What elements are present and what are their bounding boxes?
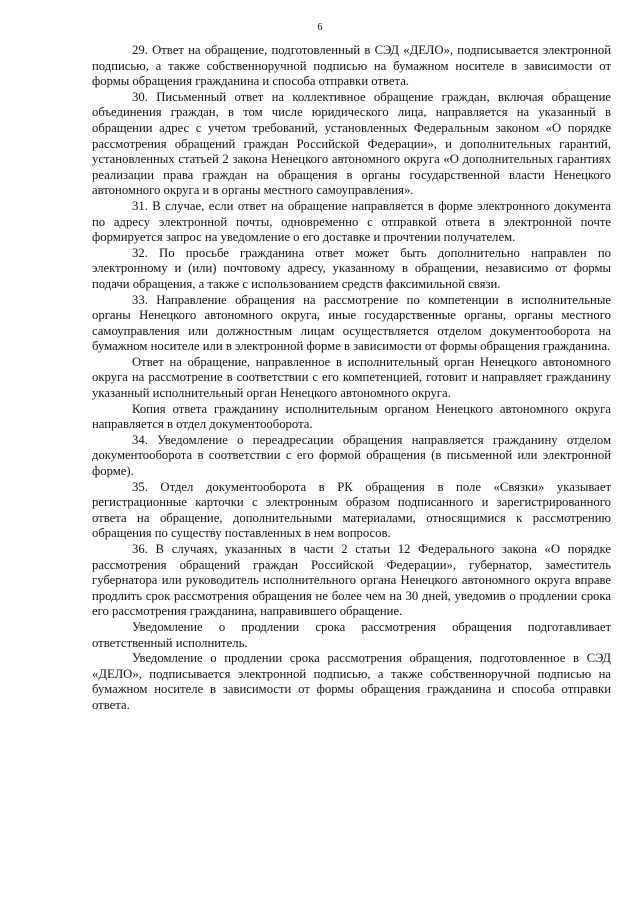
paragraph-34: 34. Уведомление о переадресации обращения направляется гражданину отделом документооборота в соответствии с его формой обращения (в письменной или электронной форме). <box>92 432 611 479</box>
paragraph-36: 36. В случаях, указанных в части 2 статьи 12 Федерального закона «О порядке рассмотрения обращений граждан Российской Федерации», губернатор, заместитель губернатора или руководитель исполнительного органа Ненецкого автономного округа вправе продлить срок рассмотрения обращения не более чем на 30 дней, уведомив о продлении срока его рассмотрения гражданина, направившего обращение. <box>92 542 611 619</box>
paragraph-29: 29. Ответ на обращение, подготовленный в СЭД «ДЕЛО», подписывается электронной подписью, а также собственноручной подписью на бумажном носителе в зависимости от формы обращения гражданина и способа отправки ответа. <box>92 43 611 89</box>
paragraph-32: 32. По просьбе гражданина ответ может быть дополнительно направлен по электронному и (или) почтовому адресу, указанному в обращении, независимо от формы подачи обращения, а также с использованием средств факсимильной связи. <box>92 245 611 291</box>
page-number: 6 <box>317 22 323 33</box>
paragraph-30: 30. Письменный ответ на коллективное обращение граждан, включая обращение объединения граждан, в том числе юридического лица, направляется на указанный в обращении адрес с учетом требований, установленных Федеральным законом «О порядке рассмотрения обращений граждан Российской Федерации», и дополнительных гарантий, установленных статьей 2 закона Ненецкого автономного округа «О дополнительных гарантиях реализации права граждан на обращения в органы государственной власти Ненецкого автономного округа и в органы местного самоуправления». <box>92 89 611 198</box>
paragraph-36-signature: Уведомление о продлении срока рассмотрения обращения, подготовленное в СЭД «ДЕЛО», подписывается электронной подписью, а также собственноручной подписью на бумажном носителе в зависимости от формы обращения гражданина и способа отправки ответа. <box>92 651 611 712</box>
paragraph-31: 31. В случае, если ответ на обращение направляется в форме электронного документа по адресу электронной почты, одновременно с отправкой ответа в электронной почте формируется запрос на уведомление о его доставке и прочтении получателем. <box>92 198 611 245</box>
document-body <box>92 43 611 714</box>
paragraph-36-notice: Уведомление о продлении срока рассмотрения обращения подготавливает ответственный исполнитель. <box>92 619 611 650</box>
paragraph-33-answer: Ответ на обращение, направленное в исполнительный орган Ненецкого автономного округа на рассмотрение в соответствии с его компетенцией, готовит и направляет гражданину указанный исполнительный орган Ненецкого автономного округа. <box>92 354 611 401</box>
paragraph-35: 35. Отдел документооборота в РК обращения в поле «Связки» указывает регистрационные карточки с электронным образом подписанного и зарегистрированного ответа на обращение, дополнительными материалами, относящимися к рассмотрению обращения по существу поставленных в нем вопросов. <box>92 479 611 541</box>
paragraph-33: 33. Направление обращения на рассмотрение по компетенции в исполнительные органы Ненецкого автономного округа, иные государственные органы, органы местного самоуправления или должностным лицам осуществляется отделом документооборота на бумажном носителе или в электронной форме в зависимости от формы обращения гражданина. <box>92 292 611 354</box>
paragraph-33-copy: Копия ответа гражданину исполнительным органом Ненецкого автономного округа направляется в отдел документооборота. <box>92 401 611 432</box>
